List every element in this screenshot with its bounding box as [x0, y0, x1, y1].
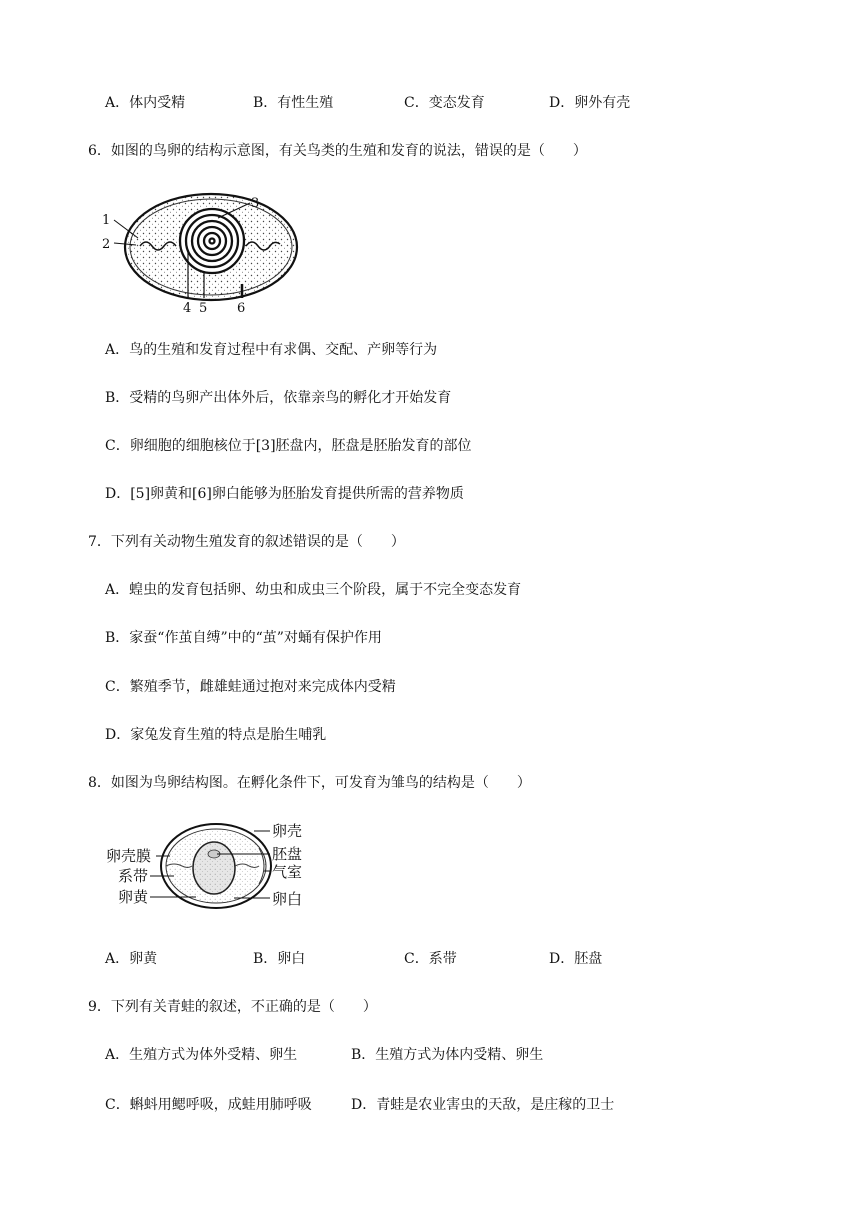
q7-option-d: D．家兔发育生殖的特点是胎生哺乳 [105, 727, 327, 743]
q8-stem: 8．如图为鸟卵结构图。在孵化条件下，可发育为雏鸟的结构是（ ） [88, 775, 531, 791]
q6-option-a: A．鸟的生殖和发育过程中有求偶、交配、产卵等行为 [105, 342, 438, 358]
q6-label-2: 2 [102, 237, 111, 252]
q8-label-albumen: 卵白 [272, 890, 303, 908]
q9-option-a: A．生殖方式为体外受精、卵生 [105, 1047, 298, 1063]
q6-option-c: C．卵细胞的细胞核位于[3]胚盘内，胚盘是胚胎发育的部位 [105, 438, 472, 454]
q8-label-air-cell: 气室 [272, 863, 303, 881]
q5-option-a: A．体内受精 [105, 95, 186, 111]
q6-label-1: 1 [102, 213, 111, 228]
q5-option-c: C．变态发育 [404, 95, 485, 111]
q6-yolk [180, 209, 244, 273]
q7-option-a: A．蝗虫的发育包括卵、幼虫和成虫三个阶段，属于不完全变态发育 [105, 582, 522, 598]
q9-option-d: D．青蛙是农业害虫的天敌，是庄稼的卫士 [351, 1097, 615, 1113]
q8-option-c: C．系带 [404, 951, 457, 967]
q6-option-d: D．[5]卵黄和[6]卵白能够为胚胎发育提供所需的营养物质 [105, 486, 464, 502]
q6-option-b: B．受精的鸟卵产出体外后，依靠亲鸟的孵化才开始发育 [105, 390, 452, 406]
q6-label-3: 3 [251, 196, 260, 211]
q6-label-6: 6 [237, 301, 246, 316]
q8-label-shell: 卵壳 [272, 822, 303, 840]
q9-stem: 9．下列有关青蛙的叙述，不正确的是（ ） [88, 999, 377, 1015]
q8-label-germinal-disc: 胚盘 [272, 845, 303, 863]
q8-label-membrane: 卵壳膜 [106, 847, 152, 865]
q8-label-yolk: 卵黄 [118, 888, 149, 906]
q7-option-c: C．繁殖季节，雌雄蛙通过抱对来完成体内受精 [105, 679, 396, 695]
q8-option-d: D．胚盘 [549, 951, 603, 967]
q9-option-c: C．蝌蚪用鳃呼吸，成蛙用肺呼吸 [105, 1097, 312, 1113]
q5-option-d: D．卵外有壳 [549, 95, 631, 111]
q6-egg-diagram [100, 190, 300, 318]
q7-option-b: B．家蚕“作茧自缚”中的“茧”对蛹有保护作用 [105, 630, 382, 646]
q6-label-4: 4 [183, 301, 192, 316]
q8-label-chalaza: 系带 [118, 867, 149, 885]
q8-egg-diagram [104, 818, 314, 918]
q7-stem: 7．下列有关动物生殖发育的叙述错误的是（ ） [88, 534, 405, 550]
q6-stem: 6．如图的鸟卵的结构示意图，有关鸟类的生殖和发育的说法，错误的是（ ） [88, 143, 587, 159]
q5-option-b: B．有性生殖 [253, 95, 334, 111]
q8-option-b: B．卵白 [253, 951, 306, 967]
q6-label-5: 5 [199, 301, 208, 316]
q9-option-b: B．生殖方式为体内受精、卵生 [351, 1047, 544, 1063]
q8-option-a: A．卵黄 [105, 951, 158, 967]
